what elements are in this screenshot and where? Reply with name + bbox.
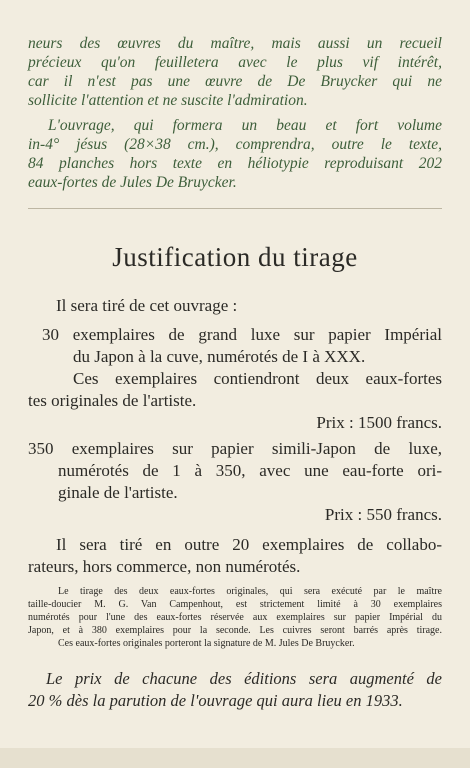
body-line: rateurs, hors commerce, non numérotés. — [28, 557, 301, 576]
intro-line: in-4° jésus (28×38 cm.), comprendra, outre le texte, — [28, 136, 442, 153]
note-line: numérotés pour l'une des eaux-fortes réservée aux exemplaires sur papier Impérial du — [28, 612, 442, 623]
intro-paragraph — [28, 34, 442, 110]
closing-paragraph — [28, 668, 442, 712]
body-line: Ces exemplaires contiendront deux eaux-fortes — [73, 369, 442, 388]
closing-line: 20 % dès la parution de l'ouvrage qui aura lieu en 1933. — [28, 691, 403, 710]
edition-luxe — [28, 324, 442, 434]
volume-paragraph — [28, 116, 442, 192]
edition-intro — [28, 295, 442, 317]
intro-line: neurs des œuvres du maître, mais aussi un recueil — [28, 35, 442, 52]
body-line: Il sera tiré en outre 20 exemplaires de collabo- — [56, 535, 442, 554]
intro-line: 84 planches hors texte en héliotypie reproduisant 202 — [28, 155, 442, 172]
section-divider — [28, 208, 442, 209]
price-luxe: Prix : 1500 francs. — [316, 413, 442, 432]
edition-simili — [28, 438, 442, 526]
note-line: Le tirage des deux eaux-fortes originales, qui sera exécuté par le maître — [58, 586, 442, 597]
closing-line: Le prix de chacune des éditions sera augmenté de — [46, 669, 442, 688]
body-line: numérotés de 1 à 350, avec une eau-forte ori- — [58, 461, 442, 480]
body-line: 30 exemplaires de grand luxe sur papier Impérial — [42, 325, 442, 344]
note-line: Ces eaux-fortes originales porteront la signature de M. Jules De Bruycker. — [58, 638, 355, 649]
intro-line: car il n'est pas une œuvre de De Bruycker qui ne — [28, 73, 442, 90]
note-line: taille-doucier M. G. Van Campenhout, est strictement limité à 30 exemplaires — [28, 599, 442, 610]
note-line: Japon, et à 380 exemplaires pour la seconde. Les cuivres seront barrés après tirage. — [28, 625, 442, 636]
price-simili: Prix : 550 francs. — [324, 505, 442, 524]
page-edge — [0, 748, 470, 768]
intro-line: eaux-fortes de Jules De Bruycker. — [28, 174, 237, 191]
body-line: tes originales de l'artiste. — [28, 391, 197, 410]
edition-extra — [28, 534, 442, 578]
page-title: Justification du tirage — [112, 242, 358, 272]
body-line: du Japon à la cuve, numérotés de I à XXX. — [73, 347, 366, 366]
body-line: 350 exemplaires sur papier simili-Japon de luxe, — [28, 439, 442, 458]
intro-line: sollicite l'attention et ne suscite l'admiration. — [28, 92, 308, 109]
body-line: Il sera tiré de cet ouvrage : — [56, 296, 238, 315]
etching-note — [28, 585, 442, 650]
intro-line: L'ouvrage, qui formera un beau et fort volume — [48, 117, 442, 134]
body-line: ginale de l'artiste. — [58, 483, 178, 502]
intro-line: précieux qu'on feuilletera avec le plus vif intérêt, — [28, 54, 442, 71]
